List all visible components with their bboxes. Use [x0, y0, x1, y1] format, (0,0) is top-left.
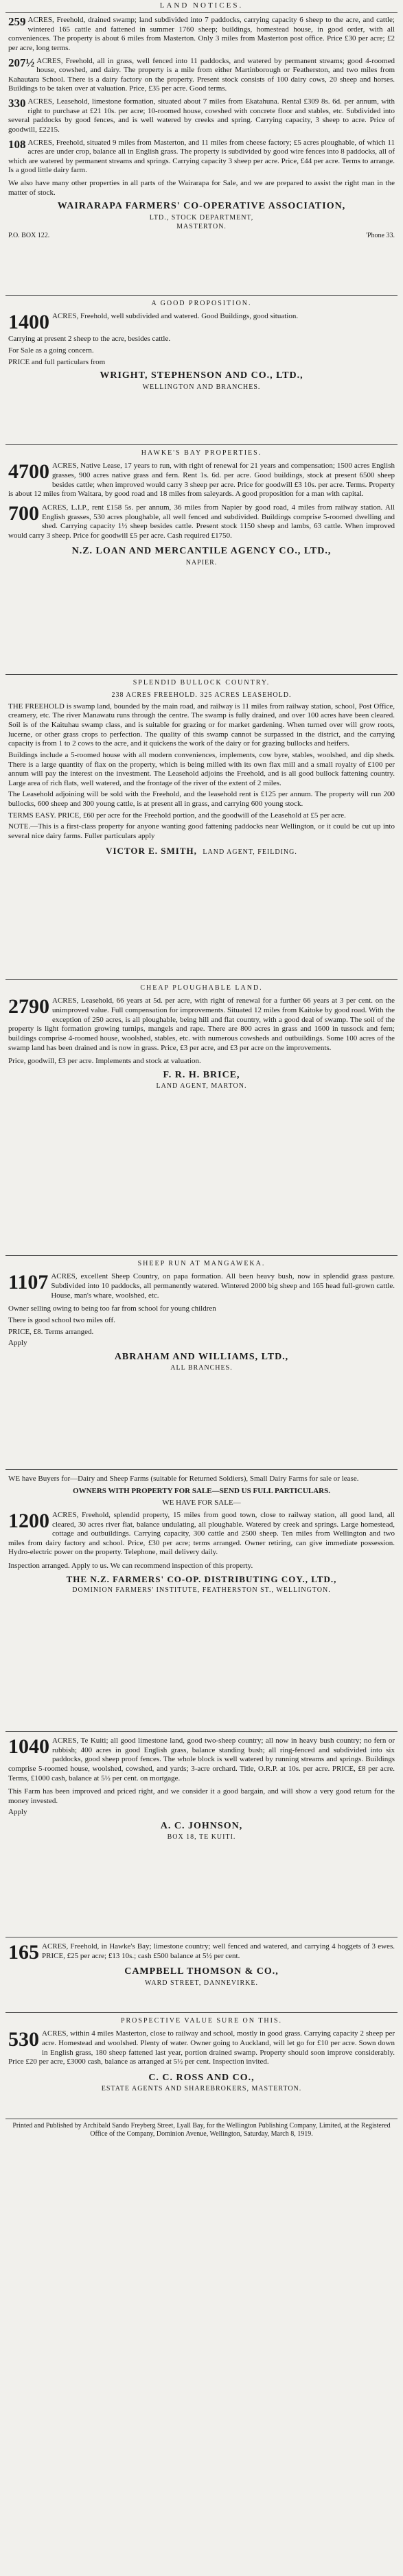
- advert-callout: OWNERS WITH PROPERTY FOR SALE—SEND US FULL PARTICULARS.: [73, 1486, 330, 1495]
- firm-subtitle: DOMINION FARMERS' INSTITUTE, FEATHERSTON ST., WELLINGTON.: [72, 1586, 331, 1594]
- firm-town: MASTERTON.: [176, 223, 227, 230]
- advert-heading: CHEAP PLOUGHABLE LAND.: [140, 984, 263, 992]
- agent-subtitle: LAND AGENT, MARTON.: [156, 1082, 247, 1090]
- firm-subtitle: WELLINGTON AND BRANCHES.: [142, 383, 261, 391]
- firm-name: N.Z. LOAN AND MERCANTILE AGENCY CO., LTD.,: [71, 546, 332, 557]
- firm-subtitle: LTD., STOCK DEPARTMENT,: [149, 213, 254, 222]
- agent-name: F. R. H. BRICE,: [163, 1069, 240, 1080]
- campbell-thomson-advert: [5, 1937, 398, 2013]
- advert-line: Apply: [8, 1808, 27, 1817]
- firm-name: WAIRARAPA FARMERS' CO-OPERATIVE ASSOCIATION,: [57, 201, 346, 212]
- prospective-value-advert: [5, 2013, 398, 2119]
- listing-entry: 207½ ACRES, Freehold, all in grass, well fenced into 11 paddocks, and watered by permanent streams; good 4-roomed house, cowshed, and dairy. The property is a mile from either Martinborough or Featherston, and two miles from Kahautara School. There is a dairy factory on the property. Present stock consists of 100 dairy cows, 20 sheep and horses. Buildings to be taken over at valuation. Price, £35 per acre. Good terms.: [8, 56, 395, 93]
- advert-line: PRICE, £8. Terms arranged.: [8, 1327, 94, 1336]
- advert-line: Inspection arranged. Apply to us. We can recommend inspection of this property.: [8, 1562, 253, 1570]
- agent-name: A. C. JOHNSON,: [160, 1821, 243, 1831]
- advert-heading: PROSPECTIVE VALUE SURE ON THIS.: [120, 2017, 283, 2025]
- wairarapa-advert: [5, 13, 398, 296]
- firm-name: ABRAHAM AND WILLIAMS, LTD.,: [114, 1351, 289, 1362]
- advert-heading: A GOOD PROPOSITION.: [151, 300, 252, 307]
- listing-entry: 165 ACRES, Freehold, in Hawke's Bay; limestone country; well fenced and watered, and carrying 4 hoggets of 3 ewes. PRICE, £25 per acre; £13 10s.; cash £500 balance at 5½ per cent.: [8, 1941, 395, 1964]
- advert-line: Owner selling owing to being too far from school for young children: [8, 1304, 216, 1313]
- advert-line: There is good school two miles off.: [8, 1315, 115, 1324]
- listing-entry: 1040 ACRES, Te Kuiti; all good limestone land, good two-sheep country; all now in heavy bush country; no fern or rubbish; 400 acres in good English grass, balance standing bush; all ring-fenced and subdivided into six paddocks, good sheep proof fences. The whole block is well watered by running streams and springs. Buildings comprise 5-roomed house, woolshed, cowshed, and yards; 3-acre orchard. Title, O.R.P. at 10s. per acre. PRICE, £8 per acre. Terms, £1000 cash, balance at 5½ per cent. on mortgage.: [8, 1735, 395, 1782]
- sheep-run-advert: [5, 1256, 398, 1470]
- listing-entry: 259 ACRES, Freehold, drained swamp; land subdivided into 7 paddocks, carrying capacity 6 sheep to the acre, and cattle; wintered 165 cattle and fattened in summer 1760 sheep; buildings, homestead house, in good order, with all conveniences. The property is about 6 miles from Masterton. Only 3 miles from Masterton post office. Price £30 per acre; £2 per acre, long terms.: [8, 15, 395, 52]
- firm-name: THE N.Z. FARMERS' CO-OP. DISTRIBUTING COY., LTD.,: [66, 1573, 337, 1584]
- firm-subtitle: ALL BRANCHES.: [170, 1364, 233, 1372]
- bullock-country-advert: [5, 675, 398, 980]
- advert-subheading: WE HAVE FOR SALE—: [162, 1499, 241, 1507]
- listing-entry: 4700 ACRES, Native Lease, 17 years to run, with right of renewal for 21 years and compensation; 1500 acres English grasses, 900 acres native grass and fern. Rent 1s. 6d. per acre. Good buildings, stock at present 6500 sheep besides cattle; when improved would carry 3 sheep per acre. Price for goodwill £3 10s. per acre. Terms. Property is about 12 miles from Waitara, by good road and 18 miles from saleyards. A good proposition for a man with capital.: [8, 460, 395, 499]
- listing-entry: 1400 ACRES, Freehold, well subdivided and watered. Good Buildings, good situation.: [8, 311, 299, 334]
- firm-name: C. C. ROSS AND CO.,: [148, 2072, 255, 2083]
- listing-entry: 1107 ACRES, excellent Sheep Country, on papa formation. All been heavy bush, now in splendid grass pasture. Subdivided into 10 paddocks, all permanently watered. Wintered 2000 big sheep and 165 head full-grown cattle. House, man's whare, woolshed, etc.: [8, 1271, 395, 1300]
- masthead: LAND NOTICES.: [5, 0, 398, 13]
- advert-paragraph: Price, goodwill, £3 per acre. Implements and stock at valuation.: [8, 1057, 201, 1066]
- advert-line: Carrying at present 2 sheep to the acre, besides cattle.: [8, 335, 171, 344]
- agent-subtitle: BOX 18, TE KUITI.: [167, 1833, 236, 1841]
- cheap-ploughable-advert: [5, 980, 398, 1256]
- agent-signature: VICTOR E. SMITH, LAND AGENT, FEILDING.: [106, 845, 297, 856]
- advert-intro: WE have Buyers for—Dairy and Sheep Farms (suitable for Returned Soldiers), Small Dairy Farms for sale or lease.: [8, 1475, 359, 1483]
- te-kuiti-advert: [5, 1732, 398, 1937]
- advert-paragraph: TERMS EASY. PRICE, £60 per acre for the Freehold portion, and the goodwill of the Leasehold at £5 per acre.: [8, 811, 346, 820]
- listing-entry: 108 ACRES, Freehold, situated 9 miles from Masterton, and 11 miles from cheese factory; £5 acres ploughable, of which 11 acres are under crop, balance all in English grass. The property is subdivided by good wire fences into 8 paddocks, all of which are watered by permanent streams and springs. Carrying capacity 3 sheep per acre. Price, £44 per acre. Terms to arrange. Is a good little dairy farm.: [8, 137, 395, 175]
- advert-heading: SHEEP RUN AT MANGAWEKA.: [137, 1260, 266, 1267]
- listing-entry: 2790 ACRES, Leasehold, 66 years at 5d. per acre, with right of renewal for a further 66 years at 3 per cent. on the unimproved value. Full compensation for improvements. Situated 12 miles from Kaitoke by good road. With the exception of 250 acres, is all ploughable, being hill and flat country, with a good deal of swamp. The soil of the property is light formation growing turnips, mangels and rape. There are 800 acres in grass and 1600 in tussock and fern; buildings comprise 4-roomed house, woolshed, stables, etc. with numerous cowsheds and outbuildings. Some 100 acres of the swamp land has been drained and is now in grass. Price, £3 per acre, and £3 per acre on the improvements.: [8, 995, 395, 1052]
- advert-note: We also have many other properties in all parts of the Wairarapa for Sale, and we are prepared to assist the right man in the matter of stock.: [8, 179, 395, 197]
- advert-heading: SPLENDID BULLOCK COUNTRY.: [133, 679, 270, 687]
- listing-entry: 530 ACRES, within 4 miles Masterton, close to railway and school, mostly in good grass. Carrying capacity 2 sheep per acre. Homestead and woolshed. Plenty of water. Owner going to Auckland, will let go for £10 per acre. Sown down in English grass, 180 sheep fattened last year, portion drained swamp. Property should soon improve considerably. Price £20 per acre, £3000 cash, balance as arranged at 5½ per cent. Inspection invited.: [8, 2028, 395, 2066]
- listing-entry: 330 ACRES, Leasehold, limestone formation, situated about 7 miles from Ekatahuna. Rental £309 8s. 6d. per annum, with right to purchase at £21 10s. per acre; 10-roomed house, cowshed with concrete floor and stables, etc. Subdivided into several paddocks by good fences, and is well watered by creeks and spring. Carrying capacity, 3 sheep to acre. Price of goodwill, £2215.: [8, 97, 395, 134]
- advert-line: Apply: [8, 1339, 27, 1348]
- firm-name: CAMPBELL THOMSON & CO.,: [124, 1966, 279, 1977]
- advert-heading: HAWKE'S BAY PROPERTIES.: [141, 449, 262, 457]
- advert-line: PRICE and full particulars from: [8, 357, 106, 366]
- good-proposition-advert: [5, 296, 398, 445]
- contact-row: P.O. BOX 122. 'Phone 33.: [8, 232, 395, 240]
- advert-subheading: 238 ACRES FREEHOLD. 325 ACRES LEASEHOLD.: [111, 691, 292, 700]
- advert-line: This Farm has been improved and priced right, and we consider it a good bargain, and will show a very good return for the money invested.: [8, 1787, 395, 1805]
- listing-entry: 1200 ACRES, Freehold, splendid property, 15 miles from good town, close to railway station, all good land, all cleared, 30 acres river flat, balance undulating, all ploughable. Watered by creek and springs. Large homestead, cottage and outbuildings. Carrying capacity, 300 cattle and 2500 sheep. Ten miles from Wellington and two miles from dairy factory and school. Price, £30 per acre; terms arranged. Owner retiring, can give immediate possession. Hydro-electric power on the property. Telephone, mail delivery daily.: [8, 1509, 395, 1557]
- firm-name: WRIGHT, STEPHENSON AND CO., LTD.,: [100, 370, 303, 381]
- advert-paragraph: The Leasehold adjoining will be sold with the Freehold, and the leasehold rent is £125 per annum. The property will run 200 bullocks, 600 sheep and 300 young cattle, is at present all in grass, and carrying 600 young stock.: [8, 790, 395, 809]
- advert-paragraph: THE FREEHOLD is swamp land, bounded by the main road, and railway is 11 miles from railway station, school, Post Office, creamery, etc. The river Manawatu runs through the centre. The swamp is fully drained, and over 100 acres have been cleared. Soil is of the Kaituhau swamp class, and is suitable for grazing or for market gardening. When turned over will grow roots, lucerne, or other grass crops to perfection. The quality of this swamp cannot be surpassed in the district, and the carrying capacity is from 1 to 2 cows to the acre, and it quickens the work of the dairy or for grazing bullocks and heifers.: [8, 702, 395, 748]
- listing-entry: 700 ACRES, L.I.P., rent £158 5s. per annum, 36 miles from Napier by good road, 4 miles from railway station. All English grasses, 530 acres ploughable, all well fenced and subdivided. Buildings comprise 5-roomed dwelling and shed. Carrying capacity 1½ sheep besides cattle. Present stock 1150 sheep and lambs, 63 cattle. When improved would carry 3 sheep. Price for goodwill £5 per acre. Cash required £1750.: [8, 501, 395, 540]
- firm-subtitle: ESTATE AGENTS AND SHAREBROKERS, MASTERTON.: [101, 2085, 302, 2093]
- publisher-imprint: Printed and Published by Archibald Sando Freyberg Street, Lyall Bay, for the Wellington Publishing Company, Limited, at the Registered Office of the Company, Dominion Avenue, Wellington, Saturday, March 8, 1919.: [12, 2122, 391, 2138]
- advert-paragraph: Buildings include a 5-roomed house with all modern conveniences, implements, cow byre, stables, woolshed, and dip sheds. There is a large quantity of flax on the property, which is being milled with its own flax mill and a small royalty of £100 per annum will pay the interest on the investment. The Leasehold adjoins the Freehold, and is all good bullock fattening country. Large area of rich flats, well watered, and the frontage of the river of the extent of 2 miles.: [8, 750, 395, 787]
- firm-subtitle: WARD STREET, DANNEVIRKE.: [145, 1979, 258, 1987]
- hawkes-bay-advert: [5, 445, 398, 675]
- farmers-distributing-advert: [5, 1470, 398, 1732]
- advert-paragraph: NOTE.—This is a first-class property for anyone wanting good fattening paddocks near Wellington, or it could be cut up into several nice dairy farms. Fuller particulars apply: [8, 822, 395, 840]
- advert-line: For Sale as a going concern.: [8, 346, 94, 355]
- firm-subtitle: NAPIER.: [185, 558, 218, 567]
